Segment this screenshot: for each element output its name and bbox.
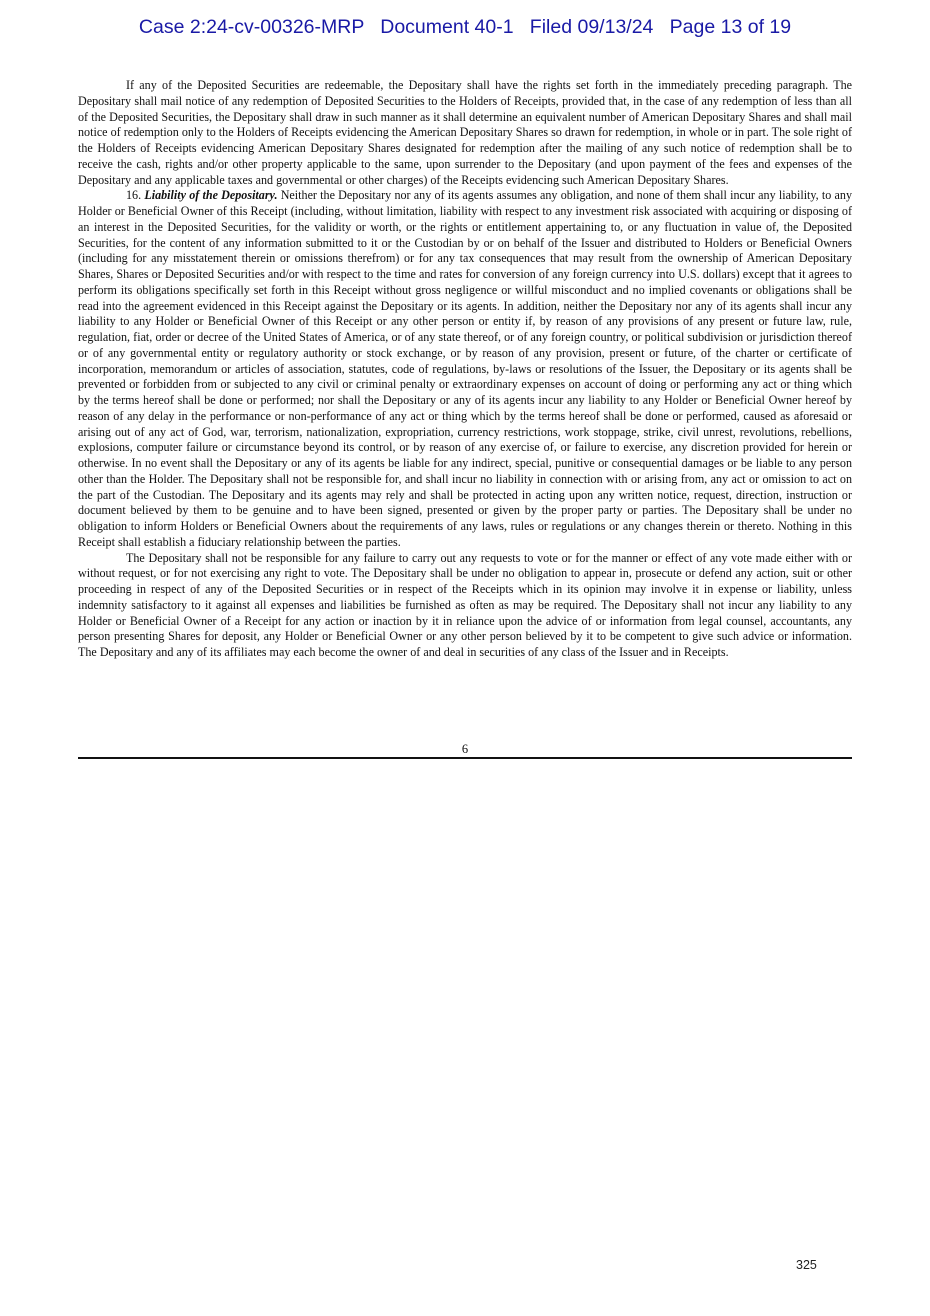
section-title: Liability of the Depositary. — [144, 188, 278, 203]
paragraph-voting: The Depositary shall not be responsible for any failure to carry out any requests to vote or for the manner or effect of any vote made either with or without request, or for not exercising any right to vote. The Depositary shall be under no obligation to appear in, prosecute or defend any action, suit or other proceeding in respect of any of the Deposited Securities or in respect of the Receipts which in its opinion may involve it in expense or liability, unless indemnity satisfactory to it against all expenses and liabilities be furnished as often as may be required. The Depositary shall not incur any liability to any Holder or Beneficial Owner of a Receipt for any action or inaction by it in reliance upon the advice of or information from legal counsel, accountants, any person presenting Shares for deposit, any Holder or Beneficial Owner or any other person believed by it to be competent to give such advice or information. The Depositary and any of its affiliates may each become the owner of and deal in securities of any class of the Issuer and in Receipts. — [78, 550, 852, 659]
document-body — [78, 78, 852, 661]
bates-number: 325 — [796, 1258, 817, 1272]
paragraph-redemption: If any of the Deposited Securities are redeemable, the Depositary shall have the rights set forth in the immediately preceding paragraph. The Depositary shall mail notice of any redemption of Deposited Securities to the Holders of Receipts, provided that, in the case of any redemption of less than all of the Deposited Securities, the Depositary shall draw in such manner as it shall determine an equivalent number of American Depositary Shares and shall mail notice of redemption only to the Holders of Receipts evidencing the American Depositary Shares so drawn for redemption, in whole or in part. The sole right of the Holders of Receipts evidencing American Depositary Shares designated for redemption after the mailing of any such notice of redemption shall be to receive the cash, rights and/or other property applicable to the same, upon surrender to the Depositary (and upon payment of the fees and expenses of the Depositary and any applicable taxes and governmental or other charges) of the Receipts evidencing such American Depositary Shares. — [78, 78, 852, 187]
footer-rule — [78, 757, 852, 759]
section-text: Neither the Depositary nor any of its agents assumes any obligation, and none of them shall incur any liability, to any Holder or Beneficial Owner of this Receipt (including, without limitation, liability with respect to any investment risk associated with acquiring or disposing of an interest in the Deposited Securities, for the validity or worth, or the rights or entitlement appertaining to, or any fluctuation in value of, the Deposited Securities, for the content of any information submitted to it or the Custodian by or on behalf of the Issuer and distributed to Holders or Beneficial Owners (including for any misstatement therein or omissions therefrom) or for any tax consequences that may result from the ownership of American Depositary Shares, Shares or Deposited Securities and/or with respect to the time and rates for conversion of any foreign currency into U.S. dollars) except that it agrees to perform its obligations specifically set forth in this Receipt without gross negligence or willful misconduct and no implied covenants or obligations shall be read into the agreement evidenced in this Receipt against the Depositary or its agents. In addition, neither the Depositary nor any of its agents shall incur any liability to any Holder or Beneficial Owner of this Receipt or any other person or entity if, by reason of any provisions of any present or future law, rule, regulation, fiat, order or decree of the United States of America, or of any state thereof, or of any foreign country, or political subdivision or jurisdiction thereof or of any governmental entity or regulatory authority or stock exchange, or by reason of any provision, present or future, of the charter or certificate of incorporation, memorandum or articles of association, statutes, code of regulations, by-laws or resolutions of the Issuer, the Depositary or its agents shall be prevented or forbidden from or subjected to any civil or criminal penalty or extraordinary expenses on account of doing or performing any act or thing which by the terms hereof shall be done or performed; nor shall the Depositary or any of its agents incur any liability to any Holder or Beneficial Owner hereof by reason of any delay in the performance or non-performance of any act or thing which by the terms hereof shall be done or performed, caused as aforesaid or arising out of any act of God, war, terrorism, nationalization, expropriation, currency restrictions, work stoppage, strike, civil unrest, revolutions, rebellions, explosions, computer failure or circumstance beyond its control, or by reason of any exercise of, or failure to exercise, any discretion provided for herein or otherwise. In no event shall the Depositary or any of its agents be liable for any indirect, special, punitive or consequential damages or be liable to any person other than the Holder. The Depositary shall not be responsible for, and shall incur no liability in connection with or arising from, any act or omission to act on the part of the Custodian. The Depositary and its agents may rely and shall be protected in acting upon any written notice, request, direction, instruction or document believed by them to be genuine and to have been signed, presented or given by the proper party or parties. The Depositary shall be under no obligation to inform Holders or Beneficial Owners about the requirements of any laws, rules or regulations or any changes therein or thereto. Nothing in this Receipt shall establish a fiduciary relationship between the parties. — [78, 188, 853, 549]
paragraph-liability-of-depositary — [78, 188, 852, 550]
case-header: Case 2:24-cv-00326-MRP Document 40-1 Filed 09/13/24 Page 13 of 19 — [138, 16, 792, 38]
page-number: 6 — [461, 742, 469, 756]
section-number: 16. — [126, 188, 145, 203]
